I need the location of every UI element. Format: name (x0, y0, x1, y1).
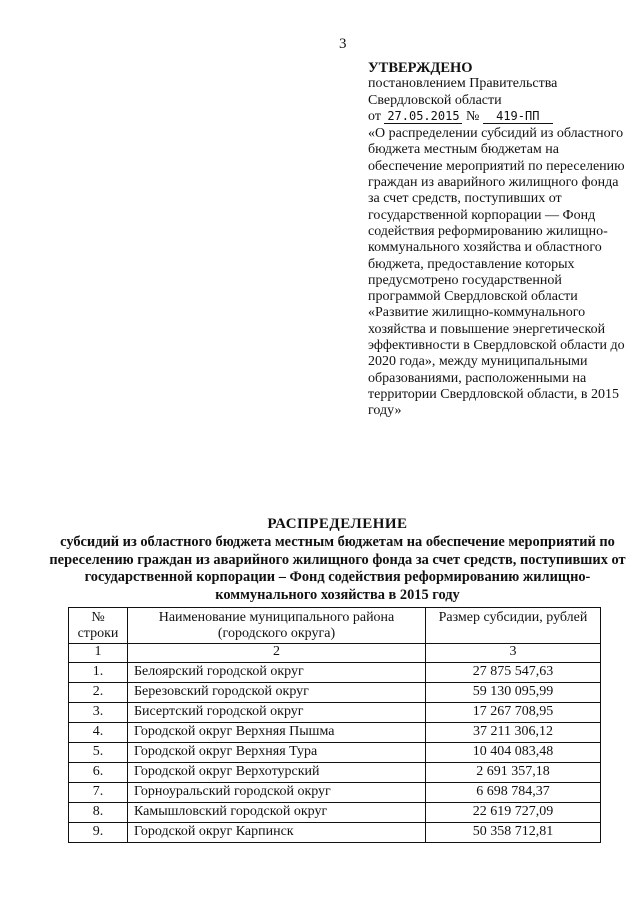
municipality-cell: Городской округ Верхняя Тура (128, 743, 426, 763)
table-header-row (69, 608, 601, 644)
approval-block (368, 60, 630, 420)
subsidy-amount-cell: 37 211 306,12 (426, 723, 601, 743)
table-row (69, 823, 601, 843)
subsidy-amount-cell: 10 404 083,48 (426, 743, 601, 763)
row-number-cell: 5. (69, 743, 128, 763)
municipality-cell: Белоярский городской округ (128, 663, 426, 683)
row-number-cell: 2. (69, 683, 128, 703)
subsidy-amount-cell: 59 130 095,99 (426, 683, 601, 703)
approval-line-1: постановлением Правительства (368, 76, 558, 92)
row-number-cell: 4. (69, 723, 128, 743)
subsidy-amount-cell: 22 619 727,09 (426, 803, 601, 823)
number-prefix: № (465, 108, 480, 124)
subsidy-amount-cell: 27 875 547,63 (426, 663, 601, 683)
decree-number: 419-ПП (483, 109, 553, 124)
municipality-cell: Городской округ Верхняя Пышма (128, 723, 426, 743)
row-number-cell: 7. (69, 783, 128, 803)
municipality-cell: Камышловский городской округ (128, 803, 426, 823)
approval-heading: УТВЕРЖДЕНО (368, 60, 473, 76)
row-number-cell: 9. (69, 823, 128, 843)
municipality-cell: Горноуральский городской округ (128, 783, 426, 803)
subsidy-table (68, 607, 601, 843)
row-number-cell: 3. (69, 703, 128, 723)
table-row (69, 663, 601, 683)
distribution-title-block (40, 515, 635, 604)
row-number-cell: 1. (69, 663, 128, 683)
subsidy-amount-cell: 50 358 712,81 (426, 823, 601, 843)
decree-title: «О распределении субсидий из областного бюджета местным бюджетам на обеспечение мероприятий по переселению граждан из аварийного жилищного фонда за счет средств, поступивших от государственной корпорации — Фонд содействия реформированию жилищно-коммунального хозяйства и областного бюджета, предоставление которых предусмотрено государственной программой Свердловской области «Развитие жилищно-коммунального хозяйства и повышение энергетической эффективности в Свердловской области до 2020 года», между муниципальными образованиями, расположенными на территории Свердловской области, в 2015 году» (368, 126, 625, 419)
row-number-cell: 6. (69, 763, 128, 783)
header-subsidy-amount: Размер субсидии, рублей (426, 608, 601, 644)
table-row (69, 723, 601, 743)
column-index: 1 (69, 644, 128, 663)
subsidy-amount-cell: 17 267 708,95 (426, 703, 601, 723)
distribution-subtitle: субсидий из областного бюджета местным бюджетам на обеспечение мероприятий по переселению граждан из аварийного жилищного фонда за счет средств, поступивших от государственной корпорации – Фонд содействия реформированию жилищно-коммунального хозяйства в 2015 году (49, 534, 626, 603)
subsidy-amount-cell: 6 698 784,37 (426, 783, 601, 803)
table-row (69, 803, 601, 823)
column-index-row (69, 644, 601, 663)
decree-date: 27.05.2015 (384, 109, 462, 124)
subsidy-amount-cell: 2 691 357,18 (426, 763, 601, 783)
table-row (69, 763, 601, 783)
table-row (69, 683, 601, 703)
municipality-cell: Березовский городской округ (128, 683, 426, 703)
header-municipality: Наименование муниципального района (городского округа) (128, 608, 426, 644)
municipality-cell: Городской округ Верхотурский (128, 763, 426, 783)
table-row (69, 743, 601, 763)
column-index: 3 (426, 644, 601, 663)
date-prefix: от (368, 108, 381, 124)
approval-date-line (368, 109, 630, 125)
row-number-cell: 8. (69, 803, 128, 823)
distribution-heading: РАСПРЕДЕЛЕНИЕ (267, 516, 408, 532)
municipality-cell: Городской округ Карпинск (128, 823, 426, 843)
page-number: 3 (339, 36, 347, 52)
approval-line-2: Свердловской области (368, 92, 502, 108)
table-row (69, 703, 601, 723)
header-row-number: № строки (69, 608, 128, 644)
table-row (69, 783, 601, 803)
column-index: 2 (128, 644, 426, 663)
municipality-cell: Бисертский городской округ (128, 703, 426, 723)
